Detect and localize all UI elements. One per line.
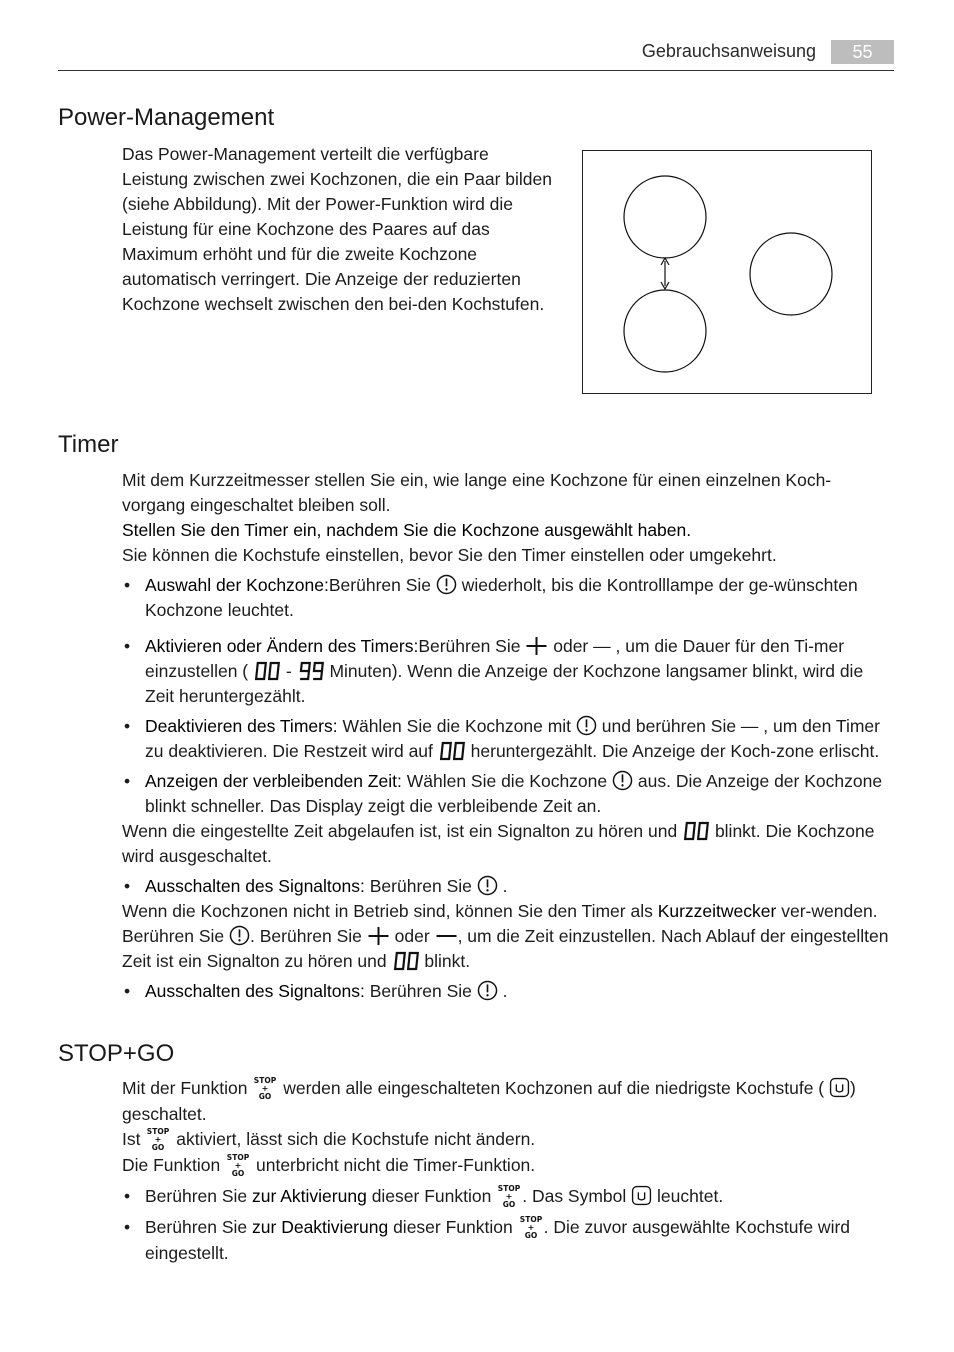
timer-icon [477,875,498,896]
timer-text-block [122,468,894,1004]
timer-icon [576,715,597,736]
paragraph-text: ) geschaltet. [122,1078,856,1124]
item-text: heruntergezählt. Die Anzeige der Koch-zone erlischt. [470,741,880,761]
paragraph-text: blinkt. [424,951,471,971]
paragraph-text: unterbricht nicht die Timer-Funktion. [256,1155,536,1175]
item-text: - [285,661,292,681]
pause-u-icon [631,1185,652,1206]
cooking-zone-right [750,233,832,315]
stop-go-paragraph-3 [122,1153,894,1179]
paragraph-text: oder [394,926,430,946]
timer-list-1 [122,573,894,819]
item-text: Berühren Sie [369,981,472,1001]
timer-icon [612,770,633,791]
stop-go-text-block [122,1076,894,1266]
cooktop-zones-svg [583,151,871,393]
header-title: Gebrauchsanweisung [641,41,816,61]
page-number: 55 [831,40,894,64]
stop-go-list [122,1184,894,1266]
cooking-zone-top-left [624,176,706,258]
item-text: Berühren Sie [369,876,472,896]
stop-go-icon [226,1153,250,1179]
digit-99-icon [297,661,325,681]
kitchen-timer-paragraph [122,899,894,974]
deactivation-keyword: zur Deaktivierung [252,1217,389,1237]
item-text: und berühren Sie — , um den Timer zu deaktivieren. Die Restzeit wird auf [145,716,880,761]
item-text: Berühren Sie [328,575,432,595]
paragraph-text: werden alle eingeschalteten Kochzonen auf die niedrigste Kochstufe ( [283,1078,825,1098]
item-text: Berühren Sie [145,1217,248,1237]
item-text: . Das Symbol [522,1186,627,1206]
paragraph-text: , um die Zeit einzustellen. Nach Ablauf der eingestellten Zeit ist ein Signalton zu hören und [122,926,889,971]
digit-00-icon [438,741,466,761]
paragraph-text: ver-wenden. Berühren Sie [122,901,878,946]
timer-list-3 [122,979,894,1004]
list-item-activate-timer [122,634,894,709]
item-text: Minuten). Wenn die Anzeige der Kochzone langsamer blinkt, wird die Zeit heruntergezählt. [145,661,864,706]
paragraph-text: blinkt. Die Kochzone wird ausgeschaltet. [122,821,875,866]
paragraph-text: Wenn die Kochzonen nicht in Betrieb sind, können Sie den Timer als [122,901,653,921]
item-label: Aktivieren oder Ändern des Timers: [145,636,419,656]
item-text: Wählen Sie die Kochzone mit [342,716,572,736]
digit-00-icon [392,951,420,971]
item-label: Deaktivieren des Timers: [145,716,338,736]
paragraph-text: Mit der Funktion [122,1078,248,1098]
page-header [58,38,894,71]
item-text: aus. Die Anzeige der Kochzone blinkt schneller. Das Display zeigt die verbleibende Zeit an. [145,771,883,816]
timer-icon [229,925,250,946]
pause-u-icon [829,1077,850,1098]
item-text: dieser Funktion [393,1217,513,1237]
plus-icon [525,636,548,656]
list-item-signal-off-2 [122,979,894,1004]
timer-intro-2: Stellen Sie den Timer ein, nachdem Sie die Kochzone ausgewählt haben. [122,520,692,540]
power-management-text-block [122,142,552,317]
item-text: . Die zuvor ausgewählte Kochstufe wird eingestellt. [145,1217,851,1263]
item-text: dieser Funktion [371,1186,492,1206]
list-item-show-remaining-time [122,769,894,819]
list-item-select-zone [122,573,894,623]
item-text: . [502,981,508,1001]
timer-icon [436,574,457,595]
paragraph-text: Ist [122,1129,141,1149]
list-item-deactivate-stop-go [122,1215,894,1266]
stop-go-heading: STOP+GO [58,1040,175,1067]
paragraph-text: Wenn die eingestellte Zeit abgelaufen ist, ist ein Signalton zu hören und [122,821,678,841]
stop-go-icon [519,1215,543,1241]
digit-00-icon [253,661,281,681]
power-management-body: Das Power-Management verteilt die verfügbare Leistung zwischen zwei Kochzonen, die ein Paar bilden (siehe Abbildung). Mit der Power-Funktion wird die Leistung für eine Kochzone des Paares auf das Maximum erhöht und für die zweite Kochzone automatisch verringert. Die Anzeige der reduzierten Kochzone wechselt zwischen den bei-den Kochstufen. [122,144,552,314]
plus-icon [367,926,390,946]
paragraph-text: Die Funktion [122,1155,221,1175]
item-label: Ausschalten des Signaltons: [145,981,365,1001]
cooking-zone-bottom-left [624,290,706,372]
paragraph-text: aktiviert, lässt sich die Kochstufe nicht ändern. [176,1129,536,1149]
activation-keyword: zur Aktivierung [252,1186,367,1206]
item-text: . [502,876,508,896]
timer-list-2 [122,874,894,899]
power-management-heading: Power-Management [58,104,275,131]
item-label: Auswahl der Kochzone: [145,575,329,595]
item-label: Ausschalten des Signaltons: [145,876,365,896]
timer-intro-3: Sie können die Kochstufe einstellen, bevor Sie den Timer einstellen oder umgekehrt. [122,545,777,565]
stop-go-icon [146,1127,170,1153]
minus-icon [435,926,458,946]
item-text: wiederholt, bis die Kontrolllampe der ge-wünschten Kochzone leuchtet. [145,575,858,620]
timer-end-paragraph [122,819,894,869]
item-text: Berühren Sie [418,636,521,656]
cooktop-diagram [582,150,872,394]
stop-go-icon [497,1184,521,1210]
stop-go-paragraph-1 [122,1076,894,1127]
paragraph-text: . Berühren Sie [250,926,362,946]
timer-icon [477,980,498,1001]
item-label: Anzeigen der verbleibenden Zeit: [145,771,402,791]
stop-go-icon [253,1076,277,1102]
digit-00-icon [682,821,710,841]
item-text: oder — , um die Dauer für den Ti-mer einzustellen ( [145,636,845,681]
item-text: Wählen Sie die Kochzone [406,771,608,791]
list-item-deactivate-timer [122,714,894,764]
timer-intro-1: Mit dem Kurzzeitmesser stellen Sie ein, wie lange eine Kochzone für einen einzelnen Koch-vorgang eingeschaltet bleiben soll. [122,470,832,515]
stop-go-paragraph-2 [122,1127,894,1153]
list-item-signal-off [122,874,894,899]
timer-heading: Timer [58,431,119,458]
list-item-activate-stop-go [122,1184,894,1210]
double-arrow-icon [661,258,669,289]
item-text: Berühren Sie [145,1186,248,1206]
item-text: leuchtet. [657,1186,724,1206]
kurzzeitwecker-keyword: Kurzzeitwecker [657,901,777,921]
